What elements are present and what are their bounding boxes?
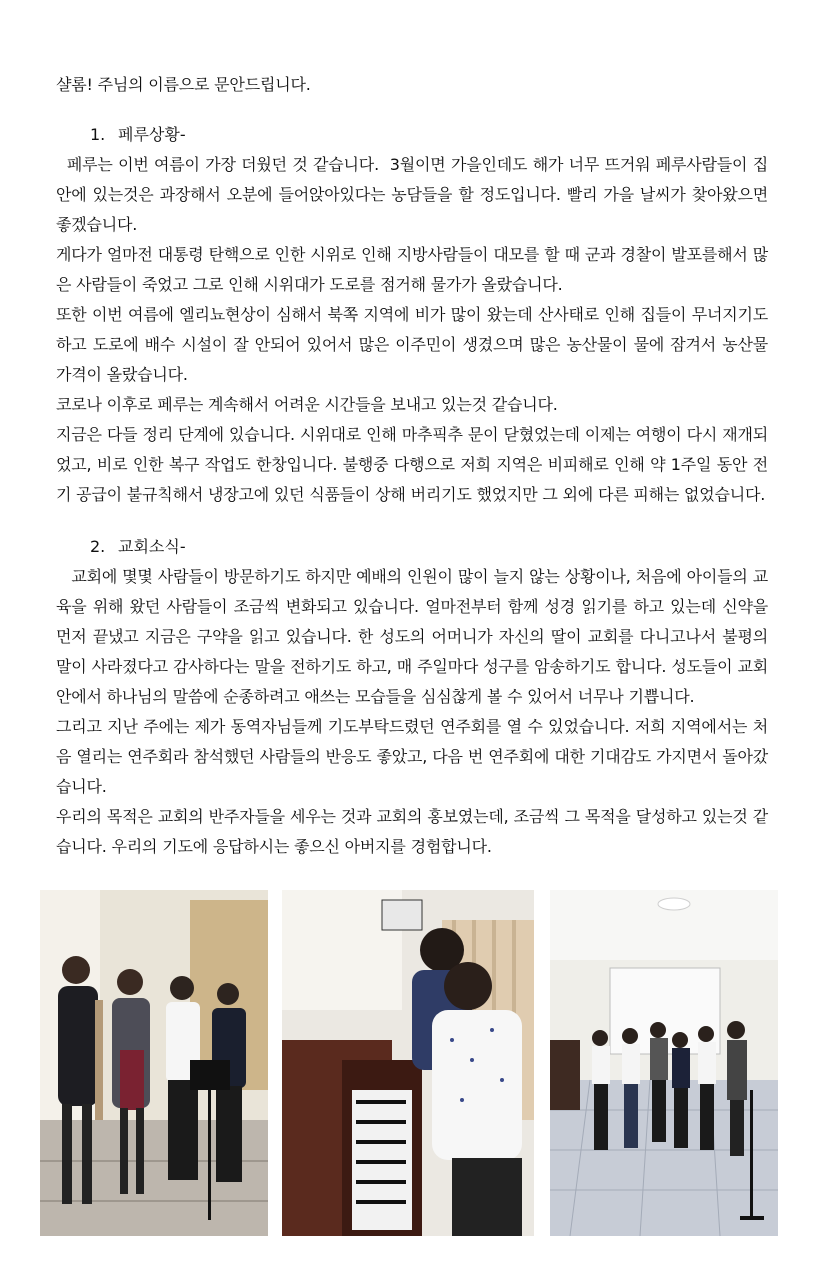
section2-paragraph: 교회에 몇몇 사람들이 방문하기도 하지만 예배의 인원이 많이 늘지 않는 상황이나, 처음에 아이들의 교육을 위해 왔던 사람들이 조금씩 변화되고 있습니다. 얼마전부터 함께 성경 읽기를 하고 있는데 신약을 먼저 끝냈고 지금은 구약을 읽고 있습니다. 한 성도의 어머니가 자신의 딸이 교회를 다니고나서 불평의 말이 사라졌다고 감사하다는 말을 전하기도 하고, 매 주일마다 성구를 암송하기도 합니다. 성도들이 교회 안에서 하나님의 말씀에 순종하려고 애쓰는 모습들을 심심찮게 볼 수 있어서 너무나 기쁩니다. xyxy=(56,567,773,706)
section1-paragraph: 코로나 이후로 페루는 계속해서 어려운 시간들을 보내고 있는것 같습니다. xyxy=(56,395,558,414)
section2-paragraph: 우리의 목적은 교회의 반주자들을 세우는 것과 교회의 홍보였는데, 조금씩 그 목적을 달성하고 있는것 같습니다. 우리의 기도에 응답하시는 좋으신 아버지를 경험합니다. xyxy=(56,807,768,856)
photo-piano-duet xyxy=(282,890,534,1236)
section2-paragraph: 그리고 지난 주에는 제가 동역자님들께 기도부탁드렸던 연주회를 열 수 있었습니다. 저희 지역에서는 처음 열리는 연주회라 참석했던 사람들의 반응도 좋았고, 다음 번 연주회에 대한 기대감도 가지면서 돌아갔습니다. xyxy=(56,717,768,796)
piano-duet-image xyxy=(282,890,534,1236)
section2-title: 교회소식- xyxy=(118,537,186,556)
section-spacer xyxy=(56,510,768,532)
group-performance-image xyxy=(550,890,778,1236)
section1-title: 페루상황- xyxy=(118,125,186,144)
section2-number: 2. xyxy=(90,537,106,556)
photo-recorder-ensemble xyxy=(40,890,268,1236)
recorder-ensemble-image xyxy=(40,890,268,1236)
section1-paragraph: 게다가 얼마전 대통령 탄핵으로 인한 시위로 인해 지방사람들이 대모를 할 때 군과 경찰이 발포를해서 많은 사람들이 죽었고 그로 인해 시위대가 도로를 점거해 물가가 올랐습니다. xyxy=(56,245,768,294)
photo-strip xyxy=(40,890,778,1236)
section1-number: 1. xyxy=(90,125,106,144)
section2-heading xyxy=(56,532,768,562)
section1-heading xyxy=(56,120,768,150)
letter-body xyxy=(56,70,773,862)
section1-paragraph: 또한 이번 여름에 엘리뇨현상이 심해서 북쪽 지역에 비가 많이 왔는데 산사태로 인해 집들이 무너지기도 하고 도로에 배수 시설이 잘 안되어 있어서 많은 이주민이 생겼으며 많은 농산물이 물에 잠겨서 농산물 가격이 올랐습니다. xyxy=(56,305,768,384)
section1-paragraph: 페루는 이번 여름이 가장 더웠던 것 같습니다. 3월이면 가을인데도 해가 너무 뜨거워 페루사람들이 집 안에 있는것은 과장해서 오분에 들어앉아있다는 농담들을 할 정도입니다. 빨리 가을 날씨가 찾아왔으면 좋겠습니다. xyxy=(56,155,773,234)
photo-group-performance xyxy=(550,890,778,1236)
section1-paragraph: 지금은 다들 정리 단계에 있습니다. 시위대로 인해 마추픽추 문이 닫혔었는데 이제는 여행이 다시 재개되었고, 비로 인한 복구 작업도 한창입니다. 불행중 다행으로 저희 지역은 비피해로 인해 약 1주일 동안 전기 공급이 불규칙해서 냉장고에 있던 식품들이 상해 버리기도 했었지만 그 외에 다른 피해는 없었습니다. xyxy=(56,425,768,504)
greeting: 샬롬! 주님의 이름으로 문안드립니다. xyxy=(56,75,311,94)
